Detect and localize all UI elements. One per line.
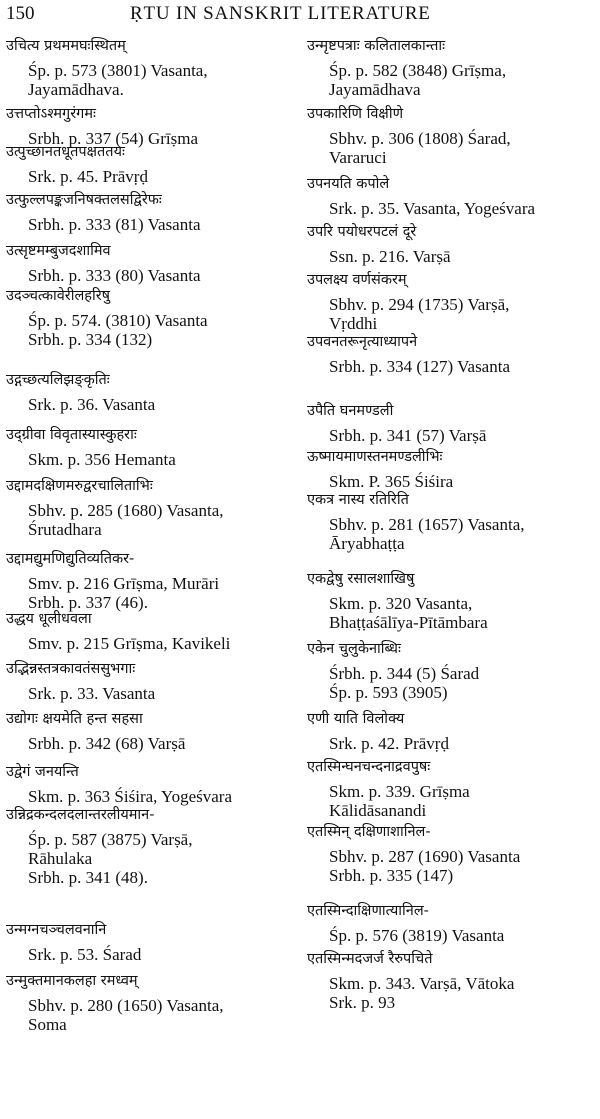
index-headword: ऊष्मायमाणस्तनमण्डलीभिः [307,449,443,465]
index-reference: Śp. p. 582 (3848) Grīṣma, Jayamādhava [329,61,507,99]
index-headword: उद्वेगं जनयन्ति [6,764,79,780]
index-entry [6,241,298,285]
page-number: 150 [6,3,35,24]
index-reference: Sbhv. p. 294 (1735) Varṣā, Vṛddhi [329,295,510,333]
index-reference: Śp. p. 587 (3875) Varṣā, Rāhulaka Srbh. p. 341 (48). [28,830,193,887]
index-entry [307,36,599,99]
index-reference: Srbh. p. 341 (57) Varṣā [329,426,487,445]
index-reference: Skm. p. 363 Śiśira, Yogeśvara [28,787,233,806]
index-headword: एकत्र नास्य रतिरिति [307,492,409,508]
index-entry [307,490,599,553]
index-entry [6,190,298,234]
index-headword: उपनयति कपोले [307,176,390,192]
index-entry [307,332,599,376]
index-headword: उद्दामदक्षिणमरुद्वरचालिताभिः [6,478,153,494]
index-reference: Skm. p. 339. Grīṣma Kālidāsanandi [329,782,470,820]
index-entry [6,920,298,964]
index-entry [307,757,599,820]
index-reference: Srk. p. 45. Prāvṛḍ [28,167,148,186]
index-entry [6,36,298,99]
index-headword: एतस्मिन्दाक्षिणात्यानिल- [307,903,429,919]
index-headword: उद्दामद्युमणिद्युतिव्यतिकर- [6,551,135,567]
index-headword: उचित्य प्रथममघःस्थितम् [6,38,126,54]
index-headword: उन्मुक्तमानकलहा रमध्वम् [6,973,138,989]
index-entry [6,971,298,1034]
index-headword: उद्योगः क्षयमेति हन्त सहसा [6,711,143,727]
index-headword: उद्गच्छत्यलिझङ्कृतिः [6,372,110,388]
index-entry [6,370,298,414]
index-reference: Srk. p. 35. Vasanta, Yogeśvara [329,199,536,218]
index-headword: उपलक्ष्य वर्णसंकरम् [307,272,407,288]
index-headword: उपवनतरूनृत्याध्यापने [307,334,418,350]
index-reference: Smv. p. 215 Grīṣma, Kavikeli [28,634,231,653]
index-entry [307,104,599,167]
index-reference: Srk. p. 42. Prāvṛḍ [329,734,449,753]
index-entry [6,549,298,612]
index-reference: Skm. p. 356 Hemanta [28,450,176,469]
index-headword: उत्फुल्लपङ्कजनिषक्तलसद्विरेफः [6,192,162,208]
index-entry [6,805,298,887]
index-entry [6,659,298,703]
index-reference: Śp. p. 573 (3801) Vasanta, Jayamādhava. [28,61,208,99]
index-entry [307,270,599,333]
index-headword: उद्धय धूलीधवला [6,611,92,627]
index-headword: एतस्मिन्मदजर्ज रैरुपचिते [307,951,433,967]
index-reference: Śp. p. 576 (3819) Vasanta [329,926,505,945]
index-entry [6,286,298,349]
index-reference: Srk. p. 33. Vasanta [28,684,156,703]
index-headword: उपैति घनमण्डली [307,403,394,419]
index-entry [6,762,298,806]
running-title: ṚTU IN SANSKRIT LITERATURE [130,3,431,24]
index-headword: उपकारिणि विक्षीणे [307,106,404,122]
index-headword: उन्मग्नचञ्चलवनानि [6,922,107,938]
index-reference: Sbhv. p. 306 (1808) Śarad, Vararuci [329,129,511,167]
index-headword: उद्भिन्नस्तत्रकावतंससुभगाः [6,661,136,677]
index-reference: Skm. P. 365 Śiśira [329,472,454,491]
index-headword: उपरि पयोधरपटलं दूरे [307,224,417,240]
index-reference: Srbh. p. 342 (68) Varṣā [28,734,186,753]
index-entry [307,174,599,218]
index-entry [6,609,298,653]
index-reference: Srk. p. 36. Vasanta [28,395,156,414]
index-reference: Śp. p. 574. (3810) Vasanta Srbh. p. 334 (132) [28,311,208,349]
index-headword: एकद्वेषु रसालशाखिषु [307,571,415,587]
index-headword: एतस्मिन् दक्षिणाशानिल- [307,824,431,840]
index-reference: Śrbh. p. 344 (5) Śarad Śp. p. 593 (3905) [329,664,480,702]
index-headword: एणी याति विलोक्य [307,711,405,727]
index-entry [307,901,599,945]
index-reference: Srbh. p. 333 (80) Vasanta [28,266,201,285]
index-entry [6,709,298,753]
index-headword: उन्निद्रकन्दलदलान्तरलीयमान- [6,807,155,823]
page-header [0,0,600,30]
index-entry [6,425,298,469]
index-headword: एकेन चुलुकेनाब्धिः [307,641,401,657]
index-reference: Srbh. p. 334 (127) Vasanta [329,357,510,376]
index-reference: Srbh. p. 333 (81) Vasanta [28,215,201,234]
index-reference: Sbhv. p. 281 (1657) Vasanta, Āryabhaṭṭa [329,515,525,553]
index-reference: Srk. p. 53. Śarad [28,945,142,964]
index-entry [6,476,298,539]
index-entry [307,447,599,491]
index-entry [307,222,599,266]
index-headword: उदञ्चत्कावेरीलहरिषु [6,288,111,304]
index-reference: Sbhv. p. 287 (1690) Vasanta Srbh. p. 335 (147) [329,847,521,885]
index-reference: Smv. p. 216 Grīṣma, Murāri Srbh. p. 337 (46). [28,574,220,612]
index-reference: Ssn. p. 216. Varṣā [329,247,451,266]
index-headword: उन्मृष्टपत्राः कलितालकान्ताः [307,38,446,54]
index-headword: उत्पुच्छानतधूतपक्षततयः [6,144,125,160]
index-entry [307,569,599,632]
index-reference: Sbhv. p. 280 (1650) Vasanta, Soma [28,996,224,1034]
index-entry [6,142,298,186]
index-reference: Skm. p. 343. Varṣā, Vātoka Srk. p. 93 [329,974,515,1012]
index-entry [307,401,599,445]
index-headword: उद्ग्रीवा विवृतास्यास्कुहराः [6,427,137,443]
index-reference: Skm. p. 320 Vasanta, Bhaṭṭaśālīya-Pītāmbara [329,594,488,632]
index-entry [307,639,599,702]
index-entry [307,822,599,885]
index-entry [307,709,599,753]
index-reference: Srbh. p. 337 (54) Grīṣma [28,129,198,148]
index-entry [307,949,599,1012]
index-headword: एतस्मिन्घनचन्दनाद्रवपुषः [307,759,431,775]
index-reference: Sbhv. p. 285 (1680) Vasanta, Śrutadhara [28,501,224,539]
index-headword: उत्सृष्टमम्बुजदशामिव [6,243,111,259]
index-headword: उत्तप्तोऽश्मगुरंगमः [6,106,96,122]
